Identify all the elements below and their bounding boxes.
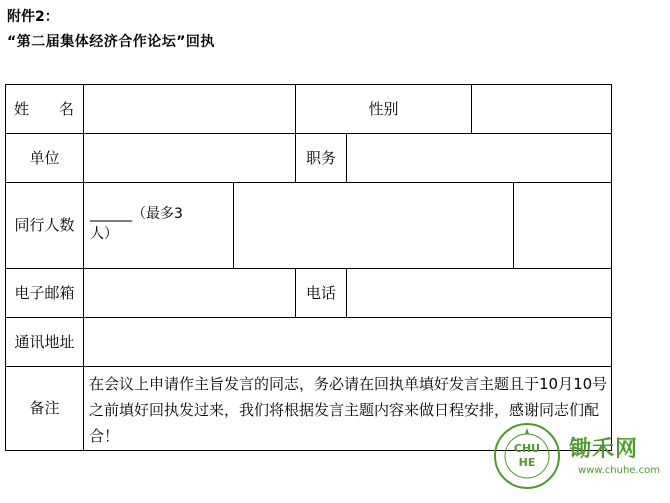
- row-divider: [5, 366, 612, 367]
- phone-label: 电话: [305, 283, 336, 302]
- svg-text:HE: HE: [518, 456, 536, 469]
- position-label: 职务: [305, 148, 336, 167]
- phone-field[interactable]: [347, 269, 611, 317]
- remarks-label: 备注: [29, 399, 60, 417]
- name-label-char-1: 姓: [14, 99, 30, 118]
- name-field[interactable]: [84, 85, 295, 133]
- remarks-text: 在会议上申请作主旨发言的同志，务必请在回执单填好发言主题且于10月10号之前填好回执发过来，我们将根据发言主题内容来做日程安排，感谢同志们配合！: [89, 375, 608, 445]
- page-title: “第二届集体经济合作论坛”回执: [7, 34, 215, 50]
- companions-field-3[interactable]: [514, 183, 611, 268]
- companions-label: 同行人数: [14, 216, 75, 234]
- name-label: [14, 84, 82, 133]
- watermark-brand: 锄禾网: [569, 437, 639, 462]
- svg-text:CHU: CHU: [513, 442, 541, 455]
- address-label: 通讯地址: [14, 332, 75, 351]
- name-label-char-2: 名: [59, 99, 75, 118]
- chuhe-logo-icon: [493, 422, 561, 490]
- companions-field-2[interactable]: [234, 183, 513, 268]
- companions-hint-line-1: ______（最多3: [90, 206, 183, 222]
- gender-field[interactable]: [472, 85, 611, 133]
- watermark-url: www.chuhe.com: [578, 465, 660, 476]
- position-field[interactable]: [347, 134, 611, 182]
- unit-field[interactable]: [84, 134, 295, 182]
- companions-hint[interactable]: [90, 204, 232, 244]
- unit-label: 单位: [29, 148, 60, 167]
- address-field[interactable]: [84, 318, 611, 366]
- email-field[interactable]: [84, 269, 295, 317]
- attachment-label: 附件2：: [7, 9, 59, 25]
- email-label: 电子邮箱: [14, 283, 75, 302]
- companions-hint-line-2: 人）: [90, 226, 118, 242]
- gender-label: 性别: [368, 99, 399, 118]
